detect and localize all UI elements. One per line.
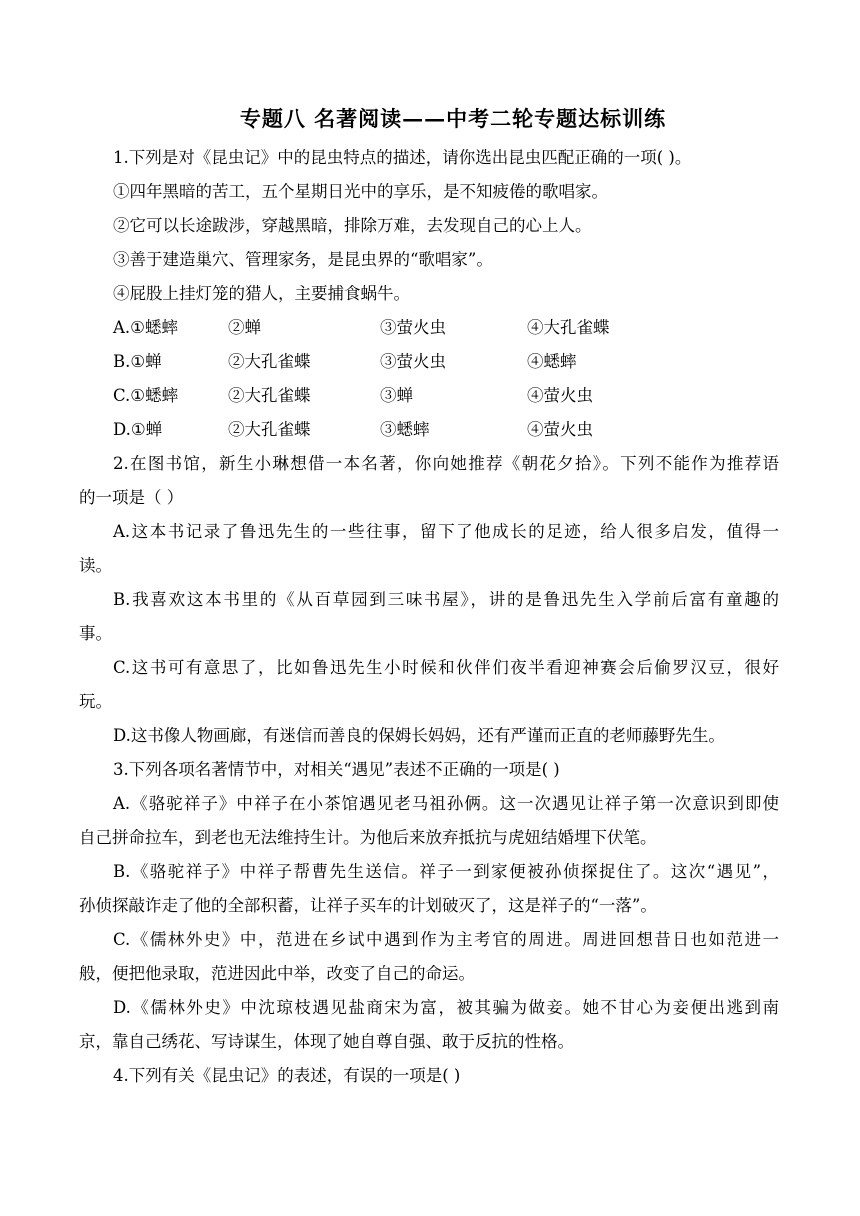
q2-option-c-line-1: C.这书可有意思了，比如鲁迅先生小时候和伙伴们夜半看迎神赛会后偷罗汉豆，很好 — [113, 658, 779, 677]
q2-option-a-line-1: A.这本书记录了鲁迅先生的一些往事，留下了他成长的足迹，给人很多启发，值得一 — [113, 522, 779, 541]
q3-option-c-line-2: 般，便把他录取，范进因此中举，改变了自己的命运。 — [79, 964, 475, 983]
q1-option-a-2: ②蝉 — [228, 318, 261, 337]
q1-item-4: ④屁股上挂灯笼的猎人，主要捕食蜗牛。 — [113, 284, 410, 303]
q1-option-b-4: ④蟋蟀 — [527, 352, 577, 371]
q3-option-d-line-1: D.《儒林外史》中沈琼枝遇见盐商宋为富，被其骗为做妾。她不甘心为妾便出逃到南 — [113, 998, 779, 1017]
q4-stem: 4.下列有关《昆虫记》的表述，有误的一项是( ) — [113, 1066, 461, 1085]
q1-option-d-4: ④萤火虫 — [527, 420, 593, 439]
q1-option-c-2: ②大孔雀蝶 — [228, 386, 311, 405]
q2-option-b-line-1: B.我喜欢这本书里的《从百草园到三味书屋》，讲的是鲁迅先生入学前后富有童趣的 — [113, 590, 779, 609]
q2-option-c-line-2: 玩。 — [79, 692, 112, 711]
q1-option-a-1: A.①蟋蟀 — [113, 318, 178, 337]
q1-option-b-1: B.①蝉 — [113, 352, 162, 371]
q1-option-d-1: D.①蝉 — [113, 420, 163, 439]
page-title: 专题八 名著阅读——中考二轮专题达标训练 — [239, 106, 667, 131]
q2-option-d-line-1: D.这书像人物画廊，有迷信而善良的保姆长妈妈，还有严谨而正直的老师藤野先生。 — [113, 726, 725, 745]
q1-item-1: ①四年黑暗的苦工，五个星期日光中的享乐，是不知疲倦的歌唱家。 — [113, 182, 608, 201]
q2-option-b-line-2: 事。 — [79, 624, 112, 643]
q1-option-c-1: C.①蟋蟀 — [113, 386, 179, 405]
q1-option-c-4: ④萤火虫 — [527, 386, 593, 405]
q3-stem: 3.下列各项名著情节中，对相关“遇见”表述不正确的一项是( ) — [113, 760, 560, 779]
q1-item-3: ③善于建造巢穴、管理家务，是昆虫界的“歌唱家”。 — [113, 250, 493, 269]
q1-option-a-4: ④大孔雀蝶 — [527, 318, 610, 337]
q2-stem-line-1: 2.在图书馆，新生小琳想借一本名著，你向她推荐《朝花夕拾》。下列不能作为推荐语 — [113, 454, 779, 473]
q3-option-c-line-1: C.《儒林外史》中，范进在乡试中遇到作为主考官的周进。周进回想昔日也如范进一 — [113, 930, 779, 949]
q1-option-c-3: ③蝉 — [380, 386, 413, 405]
q1-option-b-3: ③萤火虫 — [380, 352, 446, 371]
q1-option-d-2: ②大孔雀蝶 — [228, 420, 311, 439]
q3-option-b-line-1: B.《骆驼祥子》中祥子帮曹先生送信。祥子一到家便被孙侦探捉住了。这次“遇见”， — [113, 862, 779, 881]
q3-option-a-line-2: 自己拼命拉车，到老也无法维持生计。为他后来放弃抵抗与虎妞结婚埋下伏笔。 — [79, 828, 657, 847]
q1-stem: 1.下列是对《昆虫记》中的昆虫特点的描述，请你选出昆虫匹配正确的一项( )。 — [113, 148, 692, 167]
q3-option-b-line-2: 孙侦探敲诈走了他的全部积蓄，让祥子买车的计划破灭了，这是祥子的“一落”。 — [79, 896, 657, 915]
q2-stem-line-2: 的一项是（ ） — [79, 488, 184, 507]
q1-item-2: ②它可以长途跋涉，穿越黑暗，排除万难，去发现自己的心上人。 — [113, 216, 592, 235]
q1-option-b-2: ②大孔雀蝶 — [228, 352, 311, 371]
q3-option-a-line-1: A.《骆驼祥子》中祥子在小茶馆遇见老马祖孙俩。这一次遇见让祥子第一次意识到即使 — [113, 794, 779, 813]
q1-option-a-3: ③萤火虫 — [380, 318, 446, 337]
q3-option-d-line-2: 京，靠自己绣花、写诗谋生，体现了她自尊自强、敢于反抗的性格。 — [79, 1032, 574, 1051]
q2-option-a-line-2: 读。 — [79, 556, 112, 575]
q1-option-d-3: ③蟋蟀 — [380, 420, 430, 439]
